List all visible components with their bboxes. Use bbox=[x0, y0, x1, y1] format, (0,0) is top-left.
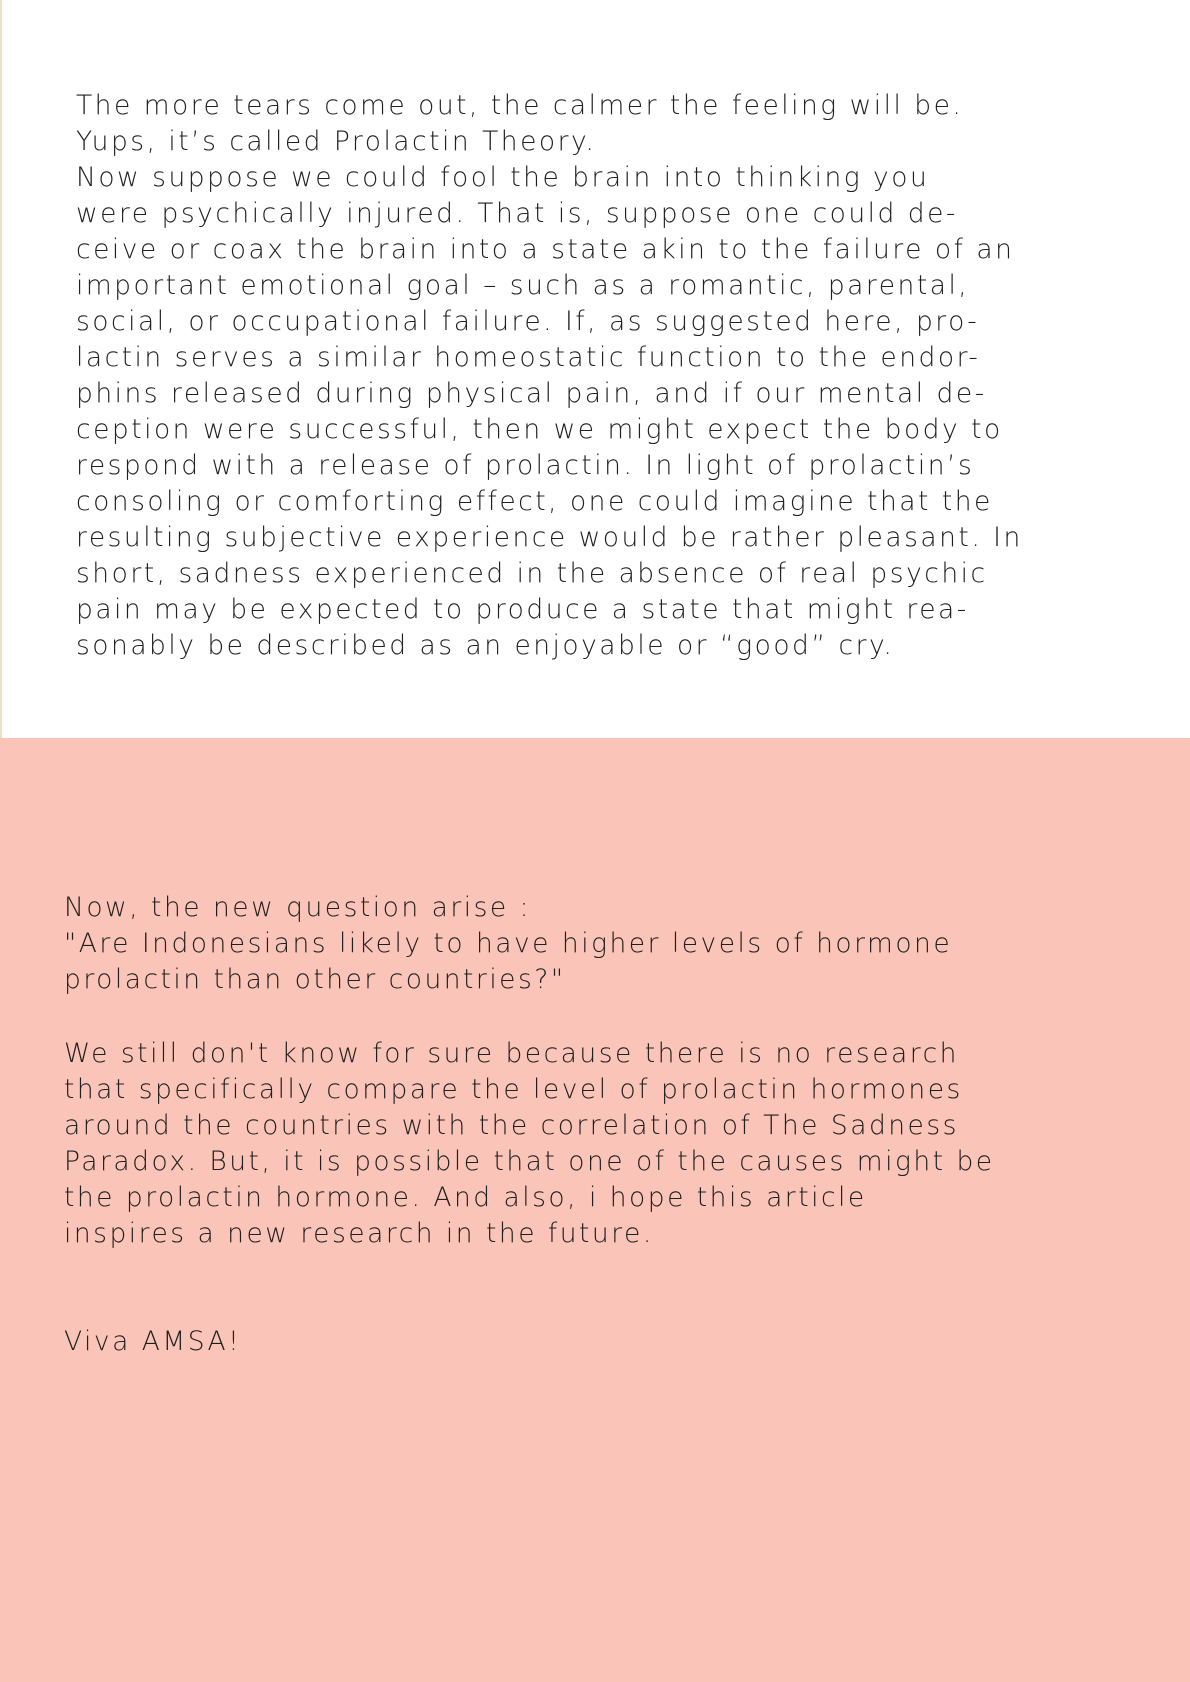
body-text-line: were psychically injured. That is, suppose one could de- bbox=[76, 198, 958, 229]
answer-text-line: the prolactin hormone. And also, i hope this article bbox=[64, 1182, 867, 1213]
research-question bbox=[64, 890, 952, 998]
body-text-line: sonably be described as an enjoyable or “good” cry. bbox=[76, 630, 895, 661]
body-text-line: phins released during physical pain, and if our mental de- bbox=[76, 378, 987, 409]
body-text-line: The more tears come out, the calmer the feeling will be. bbox=[76, 90, 964, 121]
research-question-section bbox=[0, 738, 1190, 1682]
question-text-line: Now, the new question arise : bbox=[64, 892, 532, 923]
body-text-line: resulting subjective experience would be rather pleasant. In bbox=[76, 522, 1023, 553]
body-text-line: short, sadness experienced in the absence of real psychic bbox=[76, 558, 988, 589]
prolactin-theory-section bbox=[0, 0, 1190, 738]
answer-text-line: around the countries with the correlation of The Sadness bbox=[64, 1110, 959, 1141]
body-text-line: important emotional goal – such as a romantic, parental, bbox=[76, 270, 970, 301]
body-text-line: social, or occupational failure. If, as suggested here, pro- bbox=[76, 306, 980, 337]
body-text-line: respond with a release of prolactin. In light of prolactin’s bbox=[76, 450, 975, 481]
answer-text-line: that specifically compare the level of prolactin hormones bbox=[64, 1074, 963, 1105]
question-text-line: prolactin than other countries?" bbox=[64, 964, 566, 995]
research-answer-paragraph bbox=[64, 1036, 995, 1252]
answer-text-line: inspires a new research in the future. bbox=[64, 1218, 654, 1249]
prolactin-theory-paragraph bbox=[76, 88, 1023, 664]
body-text-line: Now suppose we could fool the brain into thinking you bbox=[76, 162, 930, 193]
body-text-line: consoling or comforting effect, one could imagine that the bbox=[76, 486, 993, 517]
body-text-line: lactin serves a similar homeostatic function to the endor- bbox=[76, 342, 981, 373]
body-text-line: ceive or coax the brain into a state akin to the failure of an bbox=[76, 234, 1015, 265]
answer-text-line: Paradox. But, it is possible that one of the causes might be bbox=[64, 1146, 995, 1177]
question-text-line: "Are Indonesians likely to have higher levels of hormone bbox=[64, 928, 953, 959]
answer-text-line: We still don't know for sure because there is no research bbox=[64, 1038, 959, 1069]
body-text-line: pain may be expected to produce a state that might rea- bbox=[76, 594, 969, 625]
closing-line bbox=[64, 1324, 241, 1360]
closing-text: Viva AMSA! bbox=[64, 1326, 242, 1357]
body-text-line: ception were successful, then we might expect the body to bbox=[76, 414, 1003, 445]
body-text-line: Yups, it’s called Prolactin Theory. bbox=[76, 126, 597, 157]
